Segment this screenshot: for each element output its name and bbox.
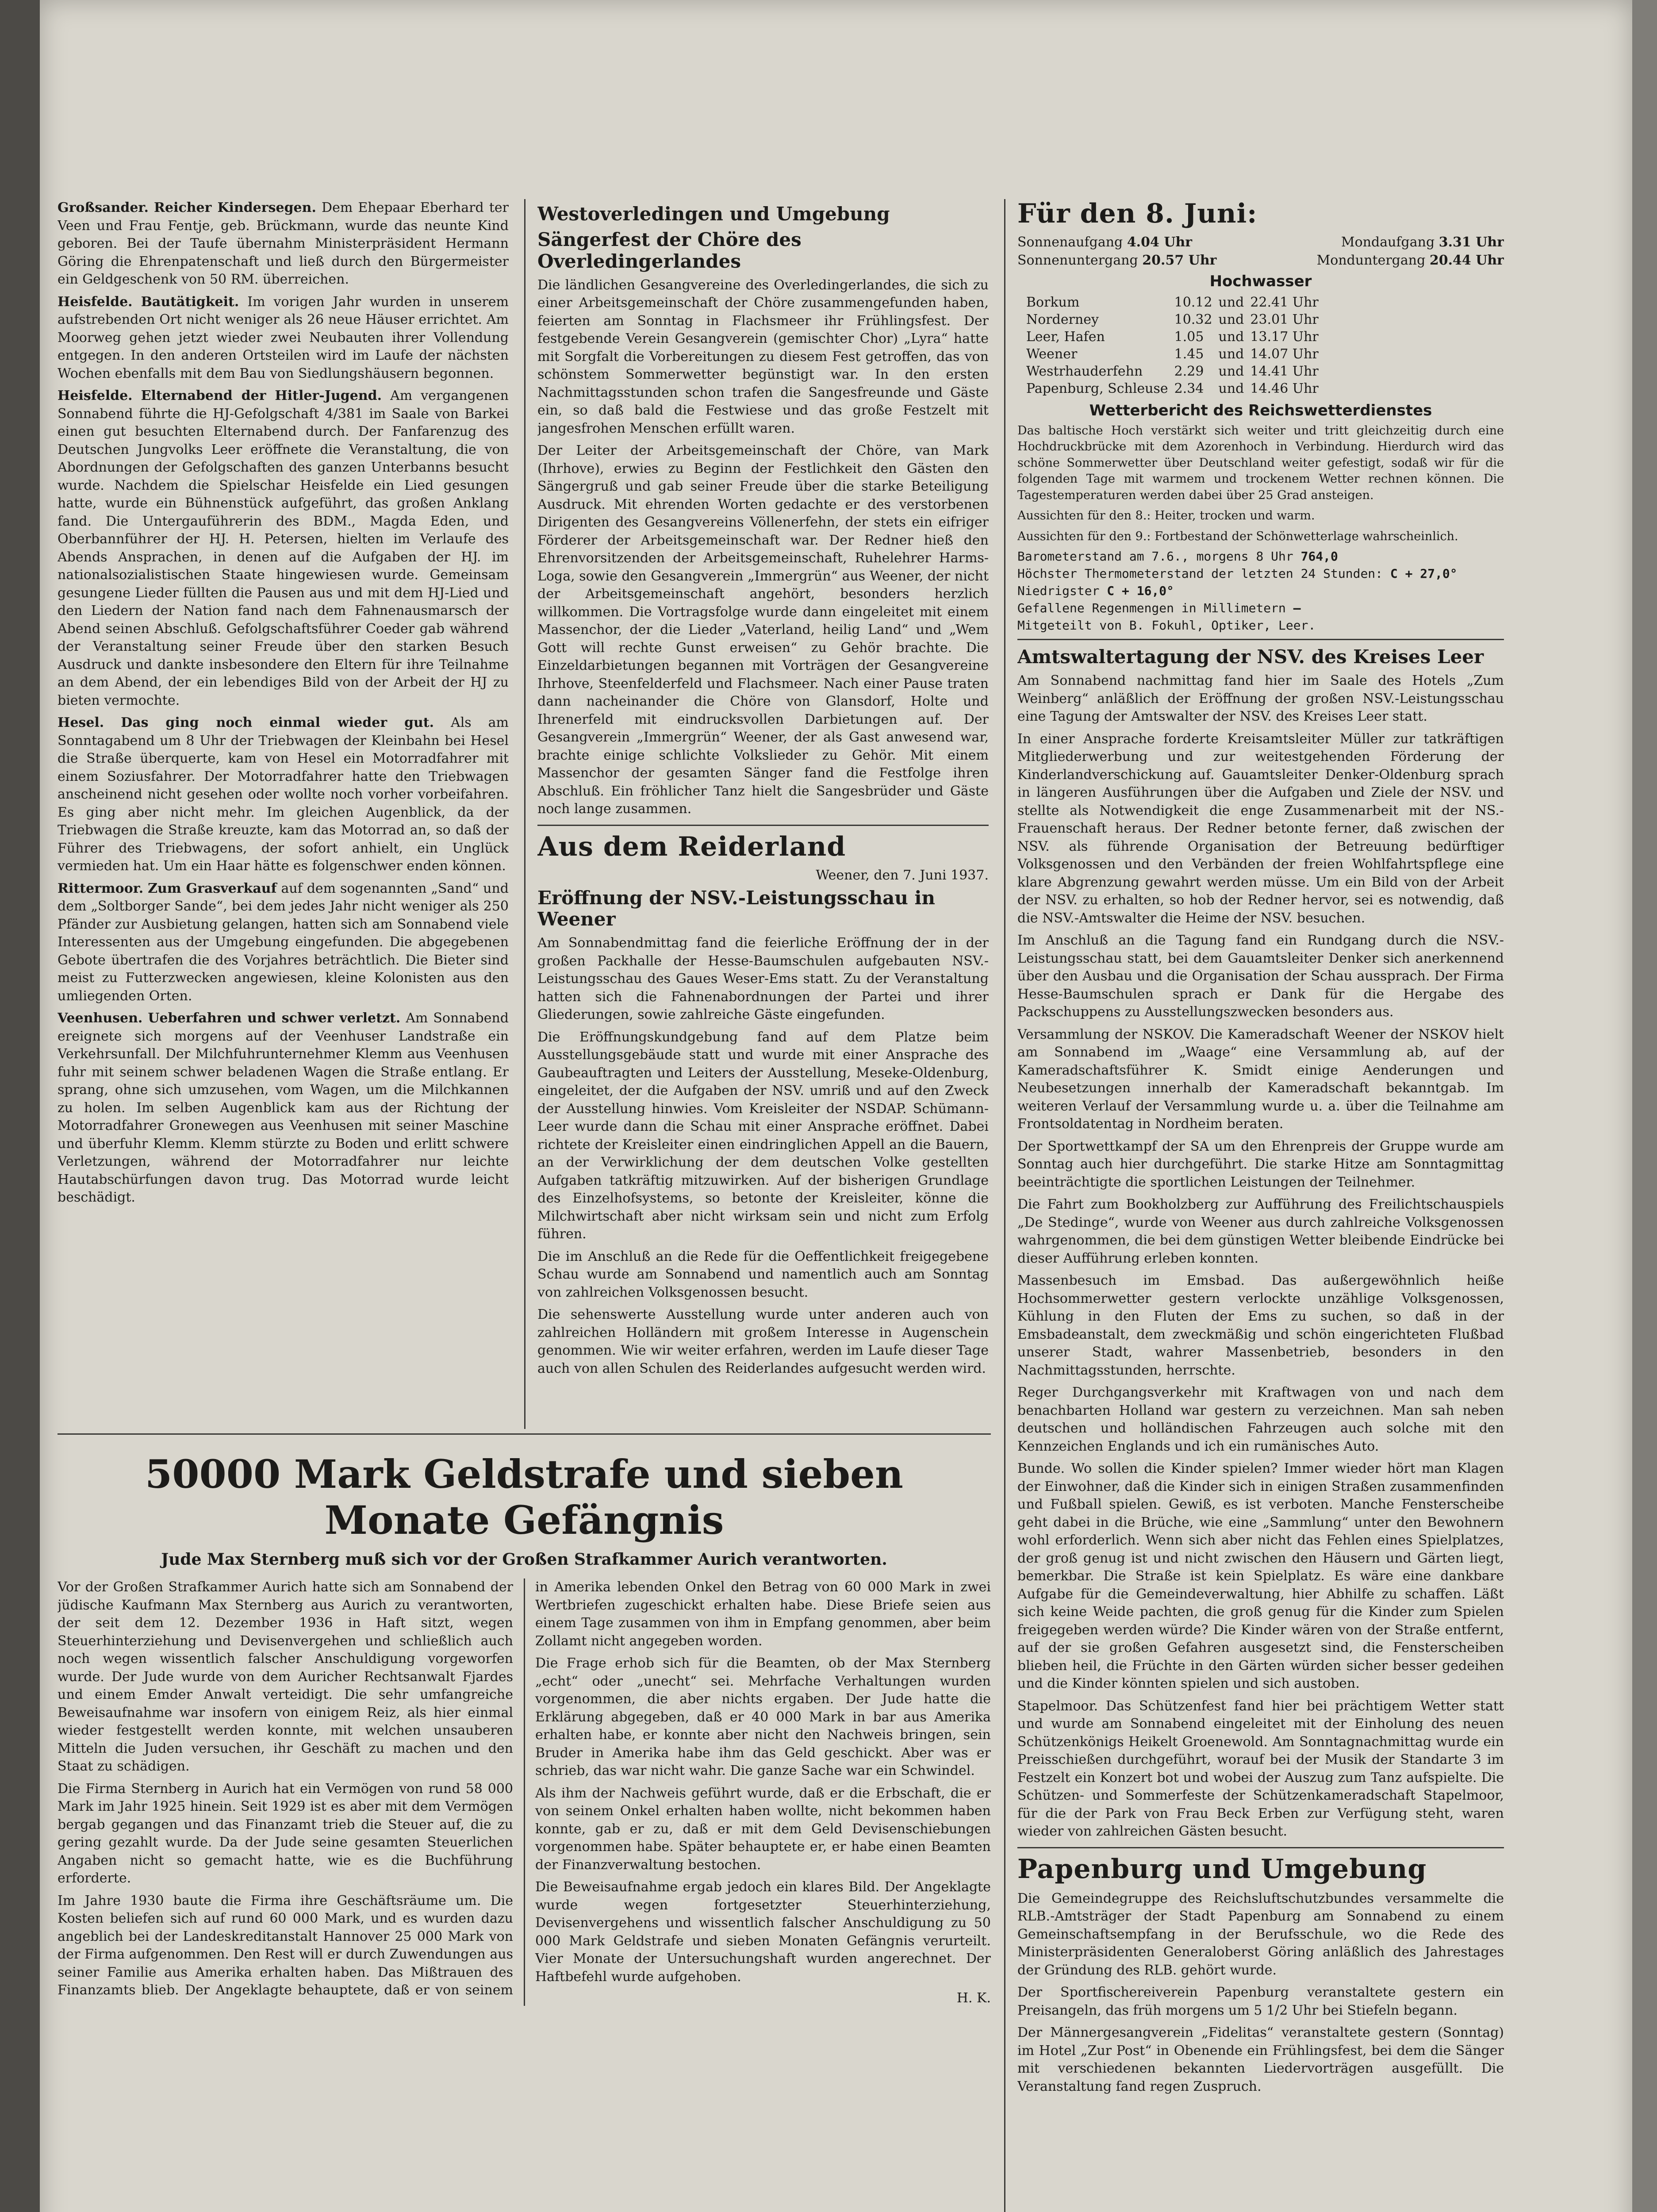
article-paragraph: Massenbesuch im Emsbad. Das außergewöhnlich heiße Hochsommerwetter gestern verlockte unzählige Volksgenossen, Kühlung in den Fluten der Ems zu suchen, so daß in der Emsbadeanstalt, dem zweckmäßig und schön eingerichteten Flußbad unserer Stadt, wahrer Massenbetrieb, besonders in den Nachmittagsstunden, herrschte. — [1017, 1273, 1504, 1378]
news-item — [58, 387, 509, 710]
article-paragraph: Die Firma Sternberg in Aurich hat ein Vermögen von rund 58 000 Mark im Jahr 1925 hinein. Seit 1929 ist es aber mit dem Vermögen bergab gegangen und das Finanzamt trieb die Steuer auf, die zu gering gezahlt wurde. Da der Jude seine gesamten Steuerlichen Angaben nicht so gemacht hatte, wie es die Buchführung erforderte. — [58, 1781, 513, 1886]
news-item — [58, 714, 509, 876]
tide-place: Borkum — [1026, 295, 1080, 310]
article-headline: Sängerfest der Chöre des Overledingerlandes — [537, 229, 802, 272]
article-paragraph: Die Fahrt zum Bookholzberg zur Aufführung des Freilichtschauspiels „De Stedinge“, wurde von Weener aus durch zahlreiche Volksgenossen wahrgenommen, die bei dem günstigen Wetter bleibende Eindrücke bei dieser Aufführung erleben konnten. — [1017, 1197, 1504, 1266]
article-paragraph: Die ländlichen Gesangvereine des Overledingerlandes, die sich zu einer Arbeitsgemeinschaft der Chöre zusammengefunden haben, feierten am Sonntag in Flachsmeer ihr Frühlingsfest. Der festgebende Verein Gesangverein (gemischter Chor) „Lyra“ hatte mit Sorgfalt die Vorbereitungen zu diesem Fest getroffen, das von schönstem Sommerwetter begünstigt war. In den ersten Nachmittagsstunden schon trafen die Sangesfreunde und Gäste ein, so daß bald die Festwiese und das große Festzelt mit jangesfrohen Menschen erfüllt waren. — [537, 277, 989, 436]
article-paragraph: Versammlung der NSKOV. Die Kameradschaft Weener der NSKOV hielt am Sonnabend im „Waage“ eine Versammlung ab, auf der Kameradschaftsführer K. Smidt einige Aenderungen und Neubesetzungen innerhalb der Kameradschaft bekanntgab. Im weiteren Verlauf der Versammlung wurde u. a. über die Teilnahme am Frontsoldatentag in Nordheim beraten. — [1017, 1026, 1504, 1132]
barometer-value: C + 16,0° — [1107, 584, 1174, 599]
tide-place: Westrhauderfehn — [1026, 364, 1143, 379]
news-item — [58, 1010, 509, 1207]
article-paragraph: Der Leiter der Arbeitsgemeinschaft der Chöre, van Mark (Ihrhove), erwies zu Beginn der Festlichkeit den Gästen den Sängergruß und gab seiner Freude über die starke Beteiligung Ausdruck. Mit ehrenden Worten gedachte er des verstorbenen Dirigenten des Gesangvereins Völlenerfehn, der stets ein eifriger Förderer der Arbeitsgemeinschaft war. Der Redner hieß den Ehrenvorsitzenden der Arbeitsgemeinschaft, Ruhelehrer Harms-Loga, sowie den Gesangverein „Immergrün“ aus Weener, der nicht der Arbeitsgemeinschaft angehört, besonders herzlich willkommen. Die Vortragsfolge wurde dann eingeleitet mit einem Massenchor, der die Lieder „Vaterland, heilig Land“ und „Wem Gott will rechte Gunst erweisen“ zu Gehör brachte. Die Einzeldarbietungen begannen mit Vorträgen der Gesangvereine Ihrhove, Steenfelderfeld und Flachsmeer. Nach einer Pause traten dann nacheinander die Chöre von Glansdorf, Holte und Ihrenerfeld mit eindrucksvollen Darbietungen auf. Der Gesangverein „Immergrün“ Weener, der als Gast anwesend war, brachte einige schlichte Volkslieder zu Gehör. Mit einem Massenchor der gesamten Sänger fand die Festfolge ihren Abschluß. Ein fröhlicher Tanz hielt die Sangesbrüder und Gäste noch lange zusammen. — [537, 443, 989, 817]
news-place: Hesel. — [58, 715, 104, 730]
section-heading: Aus dem Reiderland — [537, 831, 846, 862]
moon-time: 3.31 Uhr — [1438, 234, 1504, 250]
news-title: Elternabend der Hitler-Jugend. — [141, 388, 382, 403]
news-place: Rittermoor. — [58, 880, 144, 896]
table-row: Norderney 10.32 und 23.01 Uhr — [1026, 311, 1325, 328]
table-row: Borkum 10.12 und 22.41 Uhr — [1026, 294, 1325, 311]
barometer-row — [1017, 601, 1504, 615]
column-local-news — [58, 199, 509, 1420]
moon-label: Monduntergang — [1316, 253, 1426, 268]
tide-time: 14.46 Uhr — [1250, 381, 1319, 396]
tides-table — [1026, 294, 1325, 397]
tide-time: 1.45 — [1174, 346, 1204, 362]
article-separator — [58, 1433, 991, 1435]
news-text: auf dem sogenannten „Sand“ und dem „Soltborger Sande“, bei dem jedes Jahr nicht weniger als 250 Pfänder zur Ausbietung gelangen, hatten sich am Sonnabend viele Interessenten aus der Umgebung eingefunden. Die abgegebenen Gebote übertrafen die des Vorjahres beträchtlich. Die Bieter sind meist zu Futterzwecken angewiesen, kleine Kolonisten aus den umliegenden Orten. — [58, 880, 509, 1004]
article-paragraph: Am Sonnabendmittag fand die feierliche Eröffnung der in der großen Packhalle der Hesse-Baumschulen aufgebauten NSV.-Leistungsschau des Gaues Weser-Ems statt. Zu der Veranstaltung hatten sich die Fahnenabordnungen der Partei und ihrer Gliederungen, sowie zahlreiche Gäste eingefunden. — [537, 935, 989, 1023]
article-paragraph: Der Sportfischereiverein Papenburg veranstaltete gestern ein Preisangeln, das früh morgens um 5 1/2 Uhr bei Stiefeln begann. — [1017, 1985, 1504, 2018]
author-signature: H. K. — [956, 1990, 991, 2006]
article-paragraph: Die Beweisaufnahme ergab jedoch ein klares Bild. Der Angeklagte wurde wegen fortgesetzter Steuerhinterziehung, Devisenvergehens und wissentlich falscher Anschuldigung zu 50 000 Mark Geldstrafe und sieben Monaten Gefängnis verurteilt. Vier Monate der Untersuchungshaft wurden angerechnet. Der Haftbefehl wurde aufgehoben. — [535, 1879, 991, 1985]
tides-title: Hochwasser — [1209, 273, 1312, 290]
article-paragraph: Die Eröffnungskundgebung fand auf dem Platze beim Ausstellungsgebäude statt und wurde mit einer Ansprache des Gaubeauftragten und Leiters der Ausstellung, Meseke-Oldenburg, eingeleitet, der die Aufgaben der NSV. umriß und auf den Zweck der Ausstellung hinwies. Vom Kreisleiter der NSDAP. Schümann-Leer wurde dann die Schau mit einer Ansprache eröffnet. Dabei richtete der Kreisleiter einen eindringlichen Appell an die Bauern, an der Verwirklichung der dem deutschen Volke gestellten Aufgaben tatkräftig mitzuwirken. Auf der bisherigen Grundlage des Einzelhofsystems, so betonte der Kreisleiter, könne die Milchwirtschaft aber nicht wirksam sein und nicht zum Erfolg führen. — [537, 1029, 989, 1242]
sun-time: 20.57 Uhr — [1142, 253, 1217, 268]
news-place: Heisfelde. — [58, 388, 133, 403]
article-paragraph: Die Gemeindegruppe des Reichsluftschutzbundes versammelte die RLB.-Amtsträger der Stadt Papenburg am Sonnabend zu einem Gemeinschaftsempfang in der Berufsschule, wo die Rede des Ministerpräsidenten Generaloberst Göring anläßlich des Jahrestages der Gründung des RLB. gehört wurde. — [1017, 1890, 1504, 1978]
news-text: Am vergangenen Sonnabend führte die HJ-Gefolgschaft 4/381 im Saale von Barkei einen gut besuchten Elternabend durch. Der Fanfarenzug des Deutschen Jungvolks Leer eröffnete die Veranstaltung, die von Abordnungen der Gefolgschaften des ganzen Unterbanns besucht wurde. Nachdem die Spielschar Heisfelde ein Lied gesungen hatte, wurde ein Bühnenstück aufgeführt, das großen Anklang fand. Die Untergauführerin des BDM., Magda Eden, und Oberbannführer der HJ. H. Petersen, hielten im Verlaufe des Abends Ansprachen, in denen auf die Aufgaben der HJ. im nationalsozialistischen Staate hingewiesen wurde. Gemeinsam gesungene Lieder füllten die Pausen aus und mit dem HJ-Lied und den Liedern der Nation fand nach dem Fahnenausmarsch der Abend seinen Abschluß. Gefolgschaftsführer Coeder gab während der Veranstaltung seiner Freude über den starken Besuch Ausdruck und dankte insbesondere den Eltern für ihre Teilnahme an dem Abend, der ein lebendiges Bild von der Arbeit der HJ zu bieten vermochte. — [58, 388, 509, 708]
barometer-label: Barometerstand am 7.6., morgens 8 Uhr — [1017, 549, 1293, 564]
column-regional — [537, 199, 989, 1420]
news-title: Ueberfahren und schwer verletzt. — [148, 1010, 401, 1026]
barometer-row — [1017, 549, 1504, 564]
tide-time: 2.34 — [1174, 381, 1204, 396]
article-paragraph: In einer Ansprache forderte Kreisamtsleiter Müller zur tatkräftigen Mitgliederwerbung und zur weitestgehenden Förderung der Kinderlandverschickung auf. Gauamtsleiter Denker-Oldenburg sprach in längeren Ausführungen über die Aufgaben und Ziele der NSV. und stellte als Notwendigkeit die enge Zusammenarbeit mit der NS.-Frauenschaft heraus. Der Redner betonte ferner, daß zwischen der NSV. als führende Organisation der Betreuung bedürftiger Volksgenossen und den Verbänden der freien Wohlfahrtspflege eine klare Abgrenzung gewahrt werden müsse. Um ein Bild von der Arbeit der NSV. zu erhalten, so hob der Redner hervor, sei es notwendig, daß die NSV.-Amtswalter die Heime der NSV. besuchen. — [1017, 731, 1504, 926]
news-title: Reicher Kindersegen. — [154, 200, 316, 215]
tide-time: 1.05 — [1174, 329, 1204, 345]
tide-time: 14.07 Uhr — [1250, 346, 1319, 362]
section-heading: Papenburg und Umgebung — [1017, 1853, 1427, 1885]
article-paragraph: Die sehenswerte Ausstellung wurde unter anderen auch von zahlreichen Holländern mit großem Interesse in Augenschein genommen. Wie wir weiter erfahren, werden im Laufe dieser Tage auch von allen Schulen des Reiderlandes aufgesucht werden wird. — [537, 1307, 989, 1376]
article-paragraph: Als ihm der Nachweis geführt wurde, daß er die Erbschaft, die er von seinem Onkel erhalten haben wollte, nicht bekommen haben konnte, gab er zu, daß er mit dem Geld Devisenschiebungen vorgenommen habe. Später behauptete er, er habe einen Beamten der Finanzverwaltung bestochen. — [535, 1785, 991, 1873]
tide-place: Leer, Hafen — [1026, 329, 1105, 345]
news-item — [58, 199, 509, 289]
tide-place: Weener — [1026, 346, 1078, 362]
almanac-title: Für den 8. Juni: — [1017, 199, 1258, 229]
sun-label: Sonnenaufgang — [1017, 234, 1123, 250]
moon-time: 20.44 Uhr — [1429, 253, 1504, 268]
dateline: Weener, den 7. Juni 1937. — [816, 867, 989, 883]
column-right — [1017, 199, 1504, 2212]
weather-outlook: Aussichten für den 8.: Heiter, trocken und warm. — [1017, 509, 1315, 523]
weather-outlook: Aussichten für den 9.: Fortbestand der Schönwetterlage wahrscheinlich. — [1017, 529, 1458, 543]
article-body — [58, 1578, 991, 2006]
article-paragraph: Vor der Großen Strafkammer Aurich hatte sich am Sonnabend der jüdische Kaufmann Max Sternberg aus Aurich zu verantworten, der seit dem 12. Dezember 1936 in Haft sitzt, wegen Steuerhinterziehung und Devisenvergehen und schließlich auch noch wegen wissentlich falscher Anschuldigung vorgeworfen wurde. Der Jude wurde von dem Auricher Rechtsanwalt Fjardes und einem Emder Anwalt verteidigt. Die sehr umfangreiche Beweisaufnahme war insofern von einigem Reiz, als hier einmal wieder festgestellt werden konnte, mit welchen unsauberen Mitteln die Juden versuchen, ihr Geschäft zu machen und den Staat zu schädigen. — [58, 1579, 513, 1774]
barometer-row — [1017, 584, 1504, 598]
column-rule — [524, 199, 525, 1429]
barometer-label: Gefallene Regenmengen in Millimetern — [1017, 601, 1286, 616]
tide-time: 10.12 — [1174, 295, 1212, 310]
news-item — [58, 293, 509, 383]
news-place: Heisfelde. — [58, 294, 133, 310]
barometer-value: 764,0 — [1300, 549, 1338, 564]
barometer-row — [1017, 566, 1504, 581]
barometer-value: — — [1293, 601, 1301, 616]
sun-time: 4.04 Uhr — [1127, 234, 1193, 250]
news-title: Das ging noch einmal wieder gut. — [121, 715, 434, 730]
section-rule — [1017, 639, 1504, 640]
news-item — [58, 880, 509, 1006]
tide-time: 14.41 Uhr — [1250, 364, 1319, 379]
barometer-value: C + 27,0° — [1390, 566, 1458, 581]
section-heading: Westoverledingen und Umgebung — [537, 203, 890, 225]
news-text: Am Sonnabend ereignete sich morgens auf der Veenhuser Landstraße ein Verkehrsunfall. Der Milchfuhrunternehmer Klemm aus Veenhusen fuhr mit seinem schwer beladenen Wagen die Straße entlang. Er sprang, ohne sich umzusehen, vom Wagen, um die Milchkannen zu holen. Im selben Augenblick kam aus der Richtung der Motorradfahrer Gronewegen aus Veenhusen mit seiner Maschine und überfuhr Klemm. Klemm stürzte zu Boden und erlitt schwere Verletzungen, während der Motorradfahrer nur leichte Hautabschürfungen davon trug. Das Motorrad wurde leicht beschädigt. — [58, 1010, 509, 1205]
section-rule — [1017, 1847, 1504, 1848]
sun-moon-row — [1017, 234, 1504, 250]
tide-time: 13.17 Uhr — [1250, 329, 1319, 345]
news-text: Als am Sonntagabend um 8 Uhr der Triebwagen der Kleinbahn bei Hesel die Straße überquerte, kam von Hesel ein Motorradfahrer mit einem Soziusfahrer. Der Motorradfahrer hatte den Triebwagen anscheinend nicht gesehen oder wollte noch vorher vorbeifahren. Es ging aber nicht mehr. Im gleichen Augenblick, da der Triebwagen die Straße kreuzte, kam das Motorrad an, so daß der Führer des Triebwagens, der sofort anhielt, ein Unglück vermieden hat. Um ein Haar hätte es folgenschwer enden können. — [58, 715, 509, 874]
article-deck: Jude Max Sternberg muß sich vor der Großen Strafkammer Aurich verantworten. — [161, 1550, 887, 1569]
news-title: Zum Grasverkauf — [148, 880, 277, 896]
article-paragraph: Bunde. Wo sollen die Kinder spielen? Immer wieder hört man Klagen der Einwohner, daß die Kinder sich in einigen Straßen zusammenfinden und Fußball spielen. Gewiß, es ist verboten. Manche Fensterscheibe geht dabei in die Brüche, wie eine „Sammlung“ unter den Bewohnern wohl erforderlich. Wenn sich aber nicht das Fehlen eines Spielplatzes, der groß genug ist und nicht zwischen den Häusern und Gärten liegt, bemerkbar. Die Straße ist kein Spielplatz. Es wäre eine dankbare Aufgabe für die Gemeindeverwaltung, hier Abhilfe zu schaffen. Läßt sich keine Weide pachten, die groß genug für die Kinder zum Spielen freigegeben werden würde? Die Kinder wären von der Straße entfernt, auf der sie großen Gefahren ausgesetzt sind, die Fensterscheiben blieben heil, die Früchte in den Gärten würden sicher besser gedeihen und die Kinder könnten spielen und sich austoben. — [1017, 1461, 1504, 1692]
article-paragraph: Am Sonnabend nachmittag fand hier im Saale des Hotels „Zum Weinberg“ anläßlich der Eröffnung der großen NSV.-Leistungsschau eine Tagung der Amtswalter der NSV. des Kreises Leer statt. — [1017, 673, 1504, 725]
barometer-note: Mitgeteilt von B. Fokuhl, Optiker, Leer. — [1017, 618, 1316, 633]
news-place: Großsander. — [58, 200, 149, 215]
section-rule — [537, 825, 989, 826]
tide-time: 10.32 — [1174, 312, 1212, 327]
barometer-label: Niedrigster — [1017, 584, 1100, 599]
sun-moon-row — [1017, 253, 1504, 268]
column-rule — [1004, 199, 1005, 2212]
article-headline: 50000 Mark Geldstrafe und sieben Monate Gefängnis — [145, 1451, 903, 1543]
news-text: Im vorigen Jahr wurden in unserem aufstrebenden Ort nicht weniger als 26 neue Häuser errichtet. Am Moorweg gehen jetzt wieder zwei Neubauten ihrer Vollendung entgegen. In den anderen Ortsteilen wird im Laufe der nächsten Wochen ebenfalls mit dem Bau von Siedlungshäusern begonnen. — [58, 294, 509, 381]
article-paragraph: Der Sportwettkampf der SA um den Ehrenpreis der Gruppe wurde am Sonntag auch hier durchgeführt. Die starke Hitze am Sonntagmittag beeinträchtigte die sportlichen Leistungen der Teilnehmer. — [1017, 1138, 1504, 1190]
table-row: Papenburg, Schleuse 2.34 und 14.46 Uhr — [1026, 380, 1325, 397]
article-paragraph: Reger Durchgangsverkehr mit Kraftwagen von und nach dem benachbarten Holland war gestern zu verzeichnen. Man sah neben deutschen und holländischen Fahrzeugen auch solche mit den Kennzeichen Englands und ich ein rumänisches Auto. — [1017, 1385, 1504, 1454]
table-row: Westrhauderfehn 2.29 und 14.41 Uhr — [1026, 363, 1325, 380]
article-paragraph: Im Jahre 1930 baute die Firma ihre Geschäftsräume um. Die Kosten beliefen sich auf rund 60 000 Mark, und es wurden dazu angeblich bei der Landeskreditanstalt Hannover 25 000 Mark von der Firma aufgenommen. Den Rest will er durch Zuwendungen aus seiner Familie aus Amerika erhalten haben. Das Mißtrauen des Finanzamts blieb. Der Angeklagte behauptete, daß er von seinem in Amerika lebenden Onkel den Betrag von 60 000 Mark in zwei Wertbriefen zugeschickt erhalten habe. Diese Briefe seien aus einem Tage zusammen von ihm in Empfang genommen, aber beim Zollamt nicht angegeben worden. — [58, 1579, 991, 1998]
page-binding — [0, 0, 40, 2212]
sun-label: Sonnenuntergang — [1017, 253, 1138, 268]
tide-time: 23.01 Uhr — [1250, 312, 1319, 327]
news-place: Veenhusen. — [58, 1010, 143, 1026]
table-row: Leer, Hafen 1.05 und 13.17 Uhr — [1026, 328, 1325, 346]
tide-place: Norderney — [1026, 312, 1099, 327]
weather-title: Wetterbericht des Reichswetterdienstes — [1089, 402, 1432, 419]
tide-place: Papenburg, Schleuse — [1026, 381, 1168, 396]
news-title: Bautätigkeit. — [141, 294, 239, 310]
tide-time: 22.41 Uhr — [1250, 295, 1319, 310]
weather-text: Das baltische Hoch verstärkt sich weiter und tritt gleichzeitig durch eine Hochdruckbrücke mit dem Azorenhoch in Verbindung. Hierdurch wird das schöne Sommerwetter über Deutschland weiter gefestigt, sodaß wir für die folgenden Tage mit warmem und trockenem Wetter rechnen können. Die Tagestemperaturen werden dabei über 25 Grad ansteigen. — [1017, 424, 1504, 502]
article-paragraph: Stapelmoor. Das Schützenfest fand hier bei prächtigem Wetter statt und wurde am Sonnabend eingeleitet mit der Einholung des neuen Schützenkönigs Heikelt Groenewold. Am Sonntagnachmittag wurde ein Preisschießen durchgeführt, worauf bei der Musik der Standarte 3 im Festzelt ein Konzert bot und wobei der Auszug zum Tanz aufspielte. Die Schützen- und Sommerfeste der Schützenkameradschaft Stapelmoor, für die der Park von Frau Beck Erben zur Verfügung steht, waren wieder von zahlreichen Gästen besucht. — [1017, 1698, 1504, 1839]
table-row: Weener 1.45 und 14.07 Uhr — [1026, 346, 1325, 363]
article-paragraph: Der Männergesangverein „Fidelitas“ veranstaltete gestern (Sonntag) im Hotel „Zur Post“ in Obenende ein Frühlingsfest, bei dem die Sänger mit verschiedenen bekannten Liedervorträgen ausgefüllt. Die Veranstaltung fand regen Zuspruch. — [1017, 2025, 1504, 2094]
news-text: Dem Ehepaar Eberhard ter Veen und Frau Fentje, geb. Brückmann, wurde das neunte Kind geboren. Bei der Taufe übernahm Ministerpräsident Hermann Göring die Ehrenpatenschaft und ließ durch den Bürgermeister ein Geldgeschenk von 50 RM. überreichen. — [58, 200, 509, 287]
article-headline: Eröffnung der NSV.-Leistungsschau in Weener — [537, 887, 936, 930]
article-headline: Amtswaltertagung der NSV. des Kreises Leer — [1017, 646, 1484, 668]
moon-label: Mondaufgang — [1341, 234, 1435, 250]
trial-article — [58, 1451, 991, 2212]
article-paragraph: Im Anschluß an die Tagung fand ein Rundgang durch die NSV.-Leistungsschau statt, bei dem Gauamtsleiter Denker sich anerkennend über den Ausbau und die Organisation der Schau aussprach. Der Firma Hesse-Baumschulen sprach er Dank für die Hergabe des Packschuppens zu Ausstellungszwecken besonders aus. — [1017, 933, 1504, 1020]
barometer-label: Höchster Thermometerstand der letzten 24 Stunden: — [1017, 566, 1383, 581]
article-paragraph: Die Frage erhob sich für die Beamten, ob der Max Sternberg „echt“ oder „unecht“ sei. Mehrfache Verhaltungen wurden vorgenommen, die aber nichts ergaben. Der Jude hatte die Erklärung abgegeben, daß er 40 000 Mark in bar aus Amerika erhalten habe, er konnte aber nicht den Nachweis bringen, sein Bruder in Amerika habe ihm das Geld geschickt. Aber was er schrieb, das war nicht wahr. Die ganze Sache war ein Schwindel. — [535, 1655, 991, 1778]
tide-time: 2.29 — [1174, 364, 1204, 379]
article-paragraph: Die im Anschluß an die Rede für die Oeffentlichkeit freigegebene Schau wurde am Sonnabend und namentlich auch am Sonntag von zahlreichen Volksgenossen besucht. — [537, 1248, 989, 1300]
